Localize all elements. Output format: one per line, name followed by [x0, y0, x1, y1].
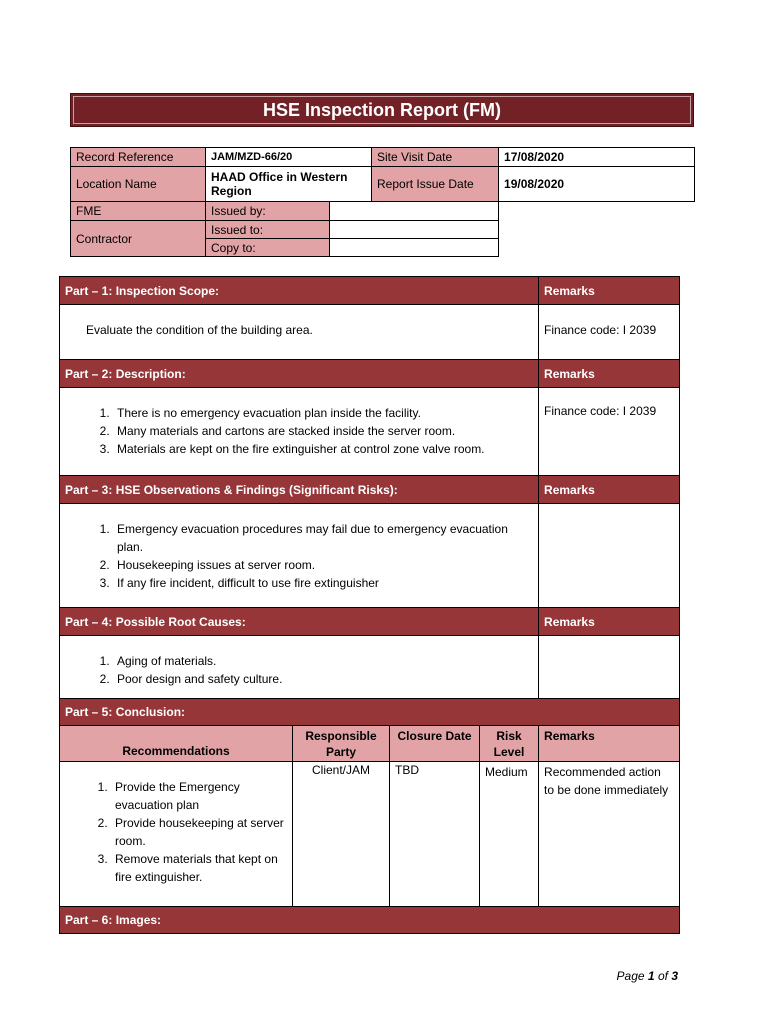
part1-scope-text: [60, 305, 539, 360]
part1-remarks-header: Remarks: [539, 277, 680, 305]
info-row-location: [71, 167, 695, 202]
part4-header: Part – 4: Possible Root Causes:: [60, 608, 539, 636]
list-item: 3. If any fire incident, difficult to use fire extinguisher: [113, 574, 533, 592]
part5-header-row: [60, 699, 680, 726]
part3-findings: [60, 504, 539, 608]
report-issue-date-label: Report Issue Date: [372, 167, 499, 202]
part3-body-row: [60, 504, 680, 608]
list-item: 2. Poor design and safety culture.: [113, 670, 533, 688]
list-item: 3. Remove materials that kept on fire extinguisher.: [111, 850, 287, 886]
part4-root-causes: [60, 636, 539, 699]
part5-list: [65, 778, 287, 886]
part3-header: Part – 3: HSE Observations & Findings (Significant Risks):: [60, 476, 539, 504]
col-recommendations: Recommendations: [60, 726, 293, 762]
part5-body-row: [60, 762, 680, 907]
footer-of-label: of: [657, 969, 668, 983]
part2-remarks-header: Remarks: [539, 360, 680, 388]
part6-header-row: [60, 907, 680, 934]
part5-closure-date: TBD: [390, 762, 480, 907]
footer-page-number: 1: [647, 969, 655, 983]
issued-by-label: Issued by:: [206, 202, 330, 221]
part1-header-row: [60, 277, 680, 305]
part4-body-row: [60, 636, 680, 699]
part2-description: [60, 388, 539, 476]
page-footer: [617, 969, 678, 983]
inspection-table: [59, 276, 680, 934]
issued-by-value: [330, 202, 499, 221]
part2-body-row: [60, 388, 680, 476]
part3-list: [65, 520, 533, 592]
part5-responsible-party: Client/JAM: [293, 762, 390, 907]
part4-list: [65, 652, 533, 688]
spacer: [499, 239, 695, 257]
fme-label: FME: [71, 202, 206, 221]
report-title: [70, 93, 694, 127]
col-risk-level: Risk Level: [480, 726, 539, 762]
part6-header: Part – 6: Images:: [60, 907, 680, 934]
report-title-text: HSE Inspection Report (FM): [263, 99, 501, 120]
part1-remarks: Finance code: I 2039: [539, 305, 680, 360]
record-reference-label: Record Reference: [71, 148, 206, 167]
info-row-fme: [71, 202, 695, 221]
list-item: 1. There is no emergency evacuation plan inside the facility.: [113, 404, 533, 422]
location-name-value: HAAD Office in Western Region: [206, 167, 372, 202]
footer-page-total: 3: [671, 969, 678, 983]
part4-remarks-header: Remarks: [539, 608, 680, 636]
footer-page-label: Page: [616, 969, 645, 983]
part2-list: [65, 404, 533, 458]
part5-remarks: Recommended action to be done immediately: [539, 762, 680, 907]
list-item: 3. Materials are kept on the fire extinguisher at control zone valve room.: [113, 440, 533, 458]
part5-columns-row: [60, 726, 680, 762]
site-visit-date-label: Site Visit Date: [372, 148, 499, 167]
part2-remarks: Finance code: I 2039: [539, 388, 680, 476]
copy-to-value: [330, 239, 499, 257]
part3-header-row: [60, 476, 680, 504]
part1-header: Part – 1: Inspection Scope:: [60, 277, 539, 305]
part1-scope-text-value: Evaluate the condition of the building area.: [86, 323, 313, 337]
col-remarks: Remarks: [539, 726, 680, 762]
part2-header-row: [60, 360, 680, 388]
contractor-label: Contractor: [71, 221, 206, 257]
list-item: 1. Emergency evacuation procedures may fail due to emergency evacuation plan.: [113, 520, 533, 556]
col-responsible-party: Responsible Party: [293, 726, 390, 762]
spacer: [499, 202, 695, 221]
report-issue-date-value: 19/08/2020: [499, 167, 695, 202]
part4-header-row: [60, 608, 680, 636]
part2-header: Part – 2: Description:: [60, 360, 539, 388]
list-item: 2. Housekeeping issues at server room.: [113, 556, 533, 574]
list-item: 1. Provide the Emergency evacuation plan: [111, 778, 287, 814]
location-name-label: Location Name: [71, 167, 206, 202]
spacer: [499, 221, 695, 239]
copy-to-label: Copy to:: [206, 239, 330, 257]
list-item: 1. Aging of materials.: [113, 652, 533, 670]
col-closure-date: Closure Date: [390, 726, 480, 762]
info-table: [70, 147, 695, 257]
part5-recommendations: [60, 762, 293, 907]
list-item: 2. Many materials and cartons are stacked inside the server room.: [113, 422, 533, 440]
part3-remarks: [539, 504, 680, 608]
part4-remarks: [539, 636, 680, 699]
list-item: 2. Provide housekeeping at server room.: [111, 814, 287, 850]
part5-header: Part – 5: Conclusion:: [60, 699, 680, 726]
info-row-issued-to: [71, 221, 695, 239]
part1-body-row: [60, 305, 680, 360]
site-visit-date-value: 17/08/2020: [499, 148, 695, 167]
record-reference-value: JAM/MZD-66/20: [206, 148, 372, 167]
issued-to-value: [330, 221, 499, 239]
part5-risk-level: Medium: [480, 762, 539, 907]
issued-to-label: Issued to:: [206, 221, 330, 239]
info-row-record: [71, 148, 695, 167]
part3-remarks-header: Remarks: [539, 476, 680, 504]
